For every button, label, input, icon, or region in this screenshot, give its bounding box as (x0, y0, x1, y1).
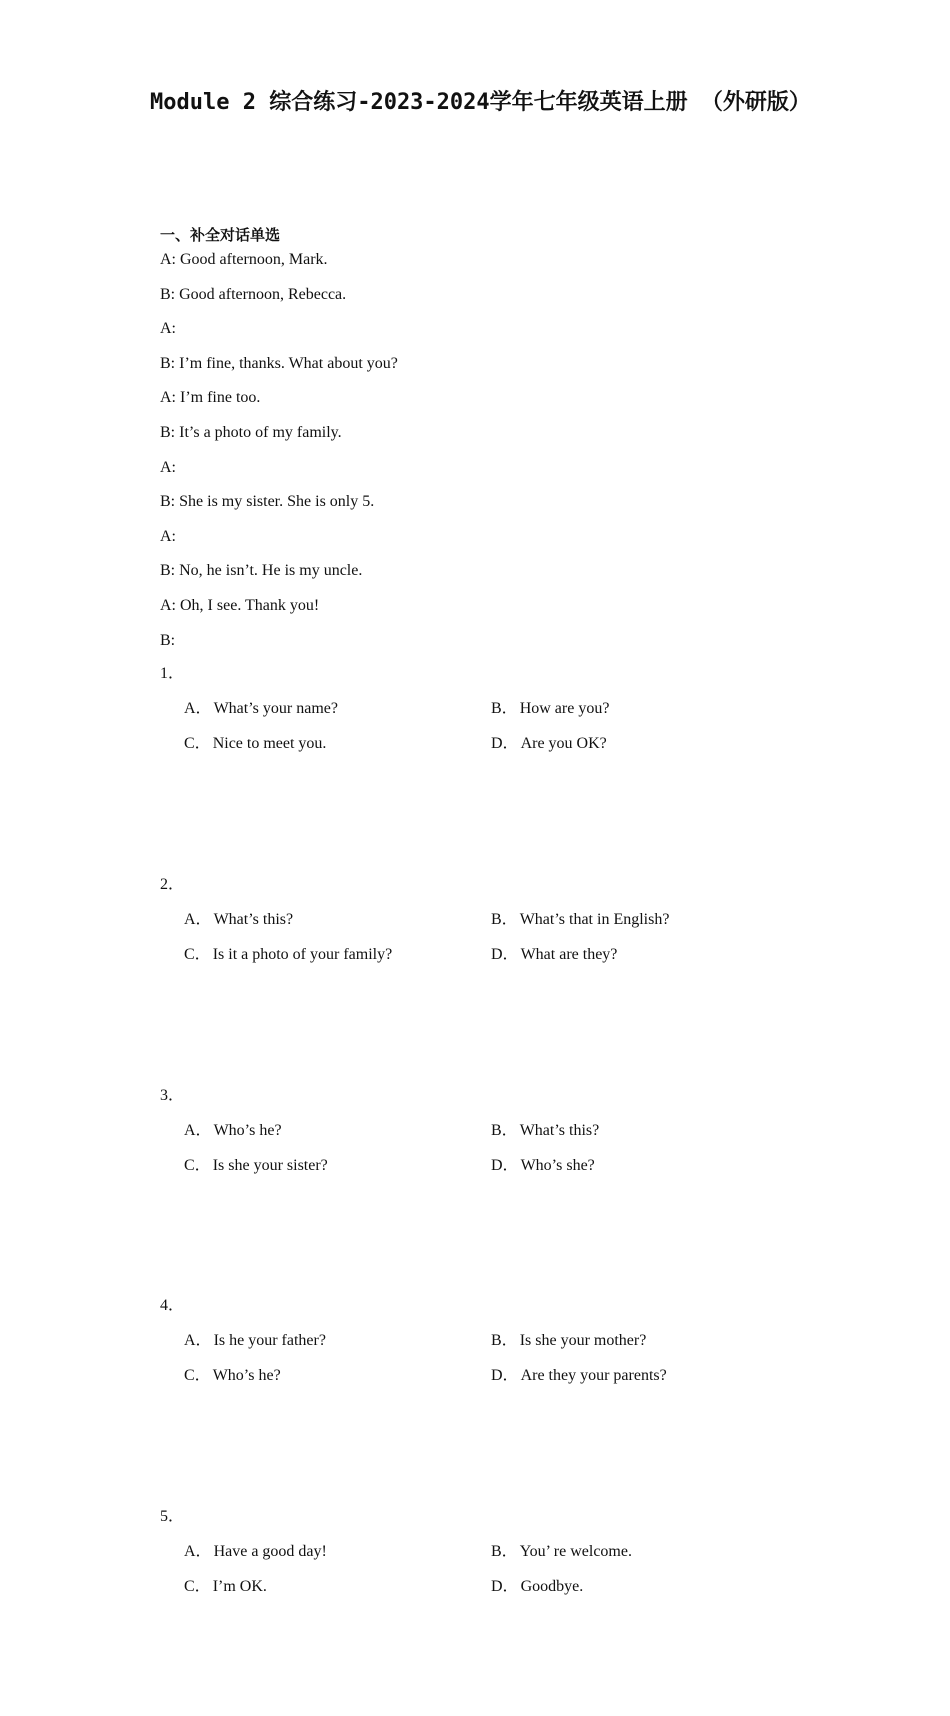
option-row (160, 1540, 800, 1575)
option-letter: D． (491, 945, 519, 963)
option-letter: D． (491, 1367, 519, 1385)
option-letter: B． (491, 1543, 518, 1561)
option-b (491, 1329, 791, 1364)
option-a (160, 1540, 491, 1575)
section-heading: 一、补全对话单选 (160, 226, 281, 244)
question-2 (160, 873, 800, 1084)
dialogue-line: B: I’m fine, thanks. What about you? (160, 354, 398, 372)
dialogue-line: A: I’m fine too. (160, 389, 261, 407)
option-letter: D． (491, 1156, 519, 1174)
option-row (160, 732, 800, 767)
option-text: You’ re welcome. (519, 1543, 632, 1561)
option-letter: A． (184, 1121, 212, 1139)
option-c (160, 943, 491, 978)
question-3 (160, 1084, 800, 1295)
question-1 (160, 662, 800, 873)
dialogue-line: A: (160, 320, 176, 338)
dialogue-line: A: Good afternoon, Mark. (160, 251, 328, 268)
option-d (491, 943, 791, 978)
question-number: 4． (160, 1297, 185, 1315)
option-text: Have a good day! (213, 1543, 327, 1561)
option-text: What’s this? (213, 910, 294, 928)
question-4 (160, 1294, 800, 1505)
option-letter: A． (184, 910, 212, 928)
option-text: Who’s he? (213, 1121, 282, 1139)
option-b (491, 1540, 791, 1575)
option-letter: D． (491, 1578, 519, 1596)
option-d (491, 1154, 791, 1189)
question-list (160, 662, 800, 1716)
option-row (160, 1575, 800, 1610)
option-text: Are they your parents? (520, 1367, 667, 1385)
option-text: Goodbye. (520, 1578, 584, 1596)
option-text: I’m OK. (212, 1578, 267, 1596)
option-text: Nice to meet you. (212, 735, 327, 752)
option-b (491, 908, 791, 943)
question-number: 1． (160, 665, 185, 682)
option-row (160, 943, 800, 978)
dialogue-line: B: Good afternoon, Rebecca. (160, 285, 347, 303)
option-text: Who’s he? (212, 1367, 281, 1385)
dialogue-line: A: Oh, I see. Thank you! (160, 596, 320, 614)
option-row (160, 1329, 800, 1364)
option-a (160, 908, 491, 943)
question-5 (160, 1505, 800, 1716)
option-text: What are they? (520, 945, 618, 963)
option-letter: B． (491, 1121, 518, 1139)
option-text: Are you OK? (520, 735, 607, 752)
option-d (491, 1575, 791, 1610)
option-a (160, 697, 491, 732)
option-text: What’s that in English? (519, 910, 670, 928)
option-c (160, 1575, 491, 1610)
option-text: Is he your father? (213, 1332, 326, 1350)
option-text: What’s this? (519, 1121, 600, 1139)
option-b (491, 1119, 791, 1154)
option-b (491, 697, 791, 732)
option-c (160, 732, 491, 767)
option-a (160, 1119, 491, 1154)
option-letter: A． (184, 700, 212, 717)
option-letter: B． (491, 910, 518, 928)
dialogue-line: B: She is my sister. She is only 5. (160, 493, 375, 511)
option-letter: A． (184, 1543, 212, 1561)
option-letter: C． (184, 735, 211, 752)
option-letter: C． (184, 1578, 211, 1596)
option-text: Is it a photo of your family? (212, 945, 393, 963)
option-letter: C． (184, 1367, 211, 1385)
option-text: Is she your sister? (212, 1156, 328, 1174)
option-row (160, 908, 800, 943)
option-row (160, 1119, 800, 1154)
option-row (160, 697, 800, 732)
dialogue-line: B: (160, 631, 176, 649)
dialogue-line: B: It’s a photo of my family. (160, 423, 342, 441)
option-text: Is she your mother? (519, 1332, 647, 1350)
question-number: 5． (160, 1508, 185, 1526)
option-c (160, 1364, 491, 1399)
dialogue-line: B: No, he isn’t. He is my uncle. (160, 562, 363, 580)
option-text: What’s your name? (213, 700, 338, 717)
option-letter: C． (184, 945, 211, 963)
page-title: Module 2 综合练习-2023-2024学年七年级英语上册 （外研版） (150, 90, 811, 115)
option-text: Who’s she? (520, 1156, 595, 1174)
option-text: How are you? (519, 700, 610, 717)
dialogue-line: A: (160, 458, 176, 476)
dialogue (160, 248, 800, 663)
question-number: 3． (160, 1086, 185, 1104)
option-letter: B． (491, 1332, 518, 1350)
option-d (491, 1364, 791, 1399)
option-d (491, 732, 791, 767)
option-letter: B． (491, 700, 518, 717)
option-c (160, 1154, 491, 1189)
option-letter: D． (491, 735, 519, 752)
option-a (160, 1329, 491, 1364)
option-letter: A． (184, 1332, 212, 1350)
question-number: 2． (160, 875, 185, 893)
dialogue-line: A: (160, 527, 176, 545)
option-row (160, 1154, 800, 1189)
option-row (160, 1364, 800, 1399)
option-letter: C． (184, 1156, 211, 1174)
